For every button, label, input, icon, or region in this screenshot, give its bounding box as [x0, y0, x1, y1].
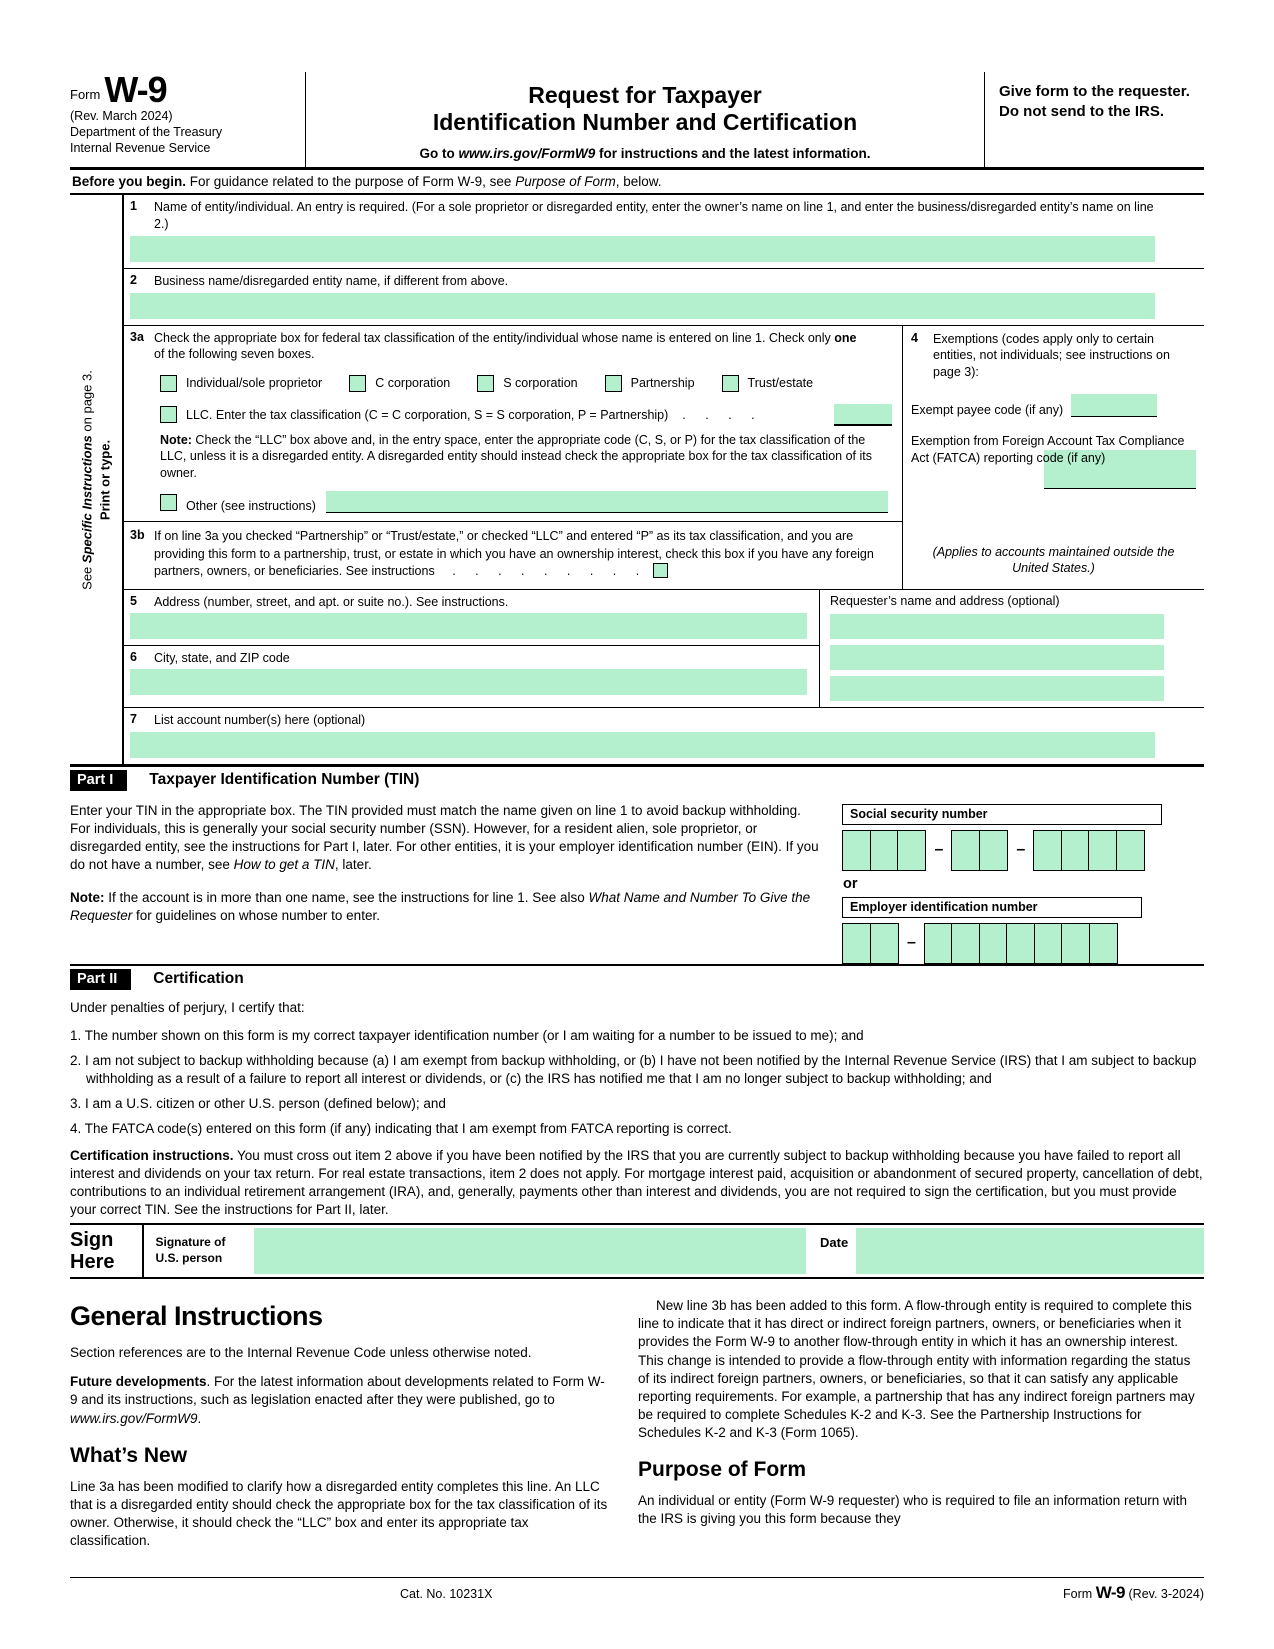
section-references: Section references are to the Internal Revenue Code unless otherwise noted. [70, 1345, 532, 1361]
signature-input[interactable] [254, 1228, 807, 1274]
box-4-exemptions [902, 326, 1204, 589]
line-6-label: City, state, and ZIP code [154, 650, 290, 665]
line-2-number: 2 [130, 272, 137, 287]
before-text: For guidance related to the purpose of Form W-9, see [186, 174, 516, 190]
form-main [122, 195, 1204, 764]
date-input[interactable] [856, 1228, 1204, 1274]
part-2-bar [70, 964, 1204, 993]
form-title-block [305, 72, 985, 167]
form-title [324, 82, 966, 136]
ssn-digit-5[interactable] [979, 830, 1008, 871]
exempt-payee-row [911, 394, 1196, 417]
general-instructions-title: General Instructions [70, 1301, 323, 1332]
requester-box [820, 590, 1204, 707]
ein-digit-2[interactable] [870, 923, 899, 964]
ein-digit-8[interactable] [1061, 923, 1090, 964]
ein-digit-5[interactable] [979, 923, 1008, 964]
department-name: Department of the Treasury [70, 125, 223, 140]
whats-new-title: What’s New [70, 1443, 188, 1467]
future-developments: Future developments. For the latest information about developments related to Form W-9 and its instructions, such as legislation enacted after they were published, go to www.irs.gov/FormW9. [70, 1374, 605, 1426]
checkbox-individual-sole-proprietor[interactable] [160, 375, 177, 392]
goto-prefix: Go to [419, 146, 459, 162]
row-3 [124, 326, 1204, 590]
sidebar-see-instructions: See Specific Instructions on page 3. [79, 369, 95, 590]
ssn-digit-1[interactable] [842, 830, 871, 871]
certification-item-2: 2. I am not subject to backup withholding because (a) I am exempt from backup withholding, or (b) I have not been notified by the Internal Revenue Service (IRS) that I am subject to backup withholding as a result of a failure to report all interest or dividends, or (c) the IRS has notified me that I am no longer subject to backup withholding; and [70, 1052, 1197, 1086]
ssn-digit-boxes [842, 830, 1204, 871]
give-form-notice: Give form to the requester. Do not send to the IRS. [999, 83, 1190, 120]
page-footer [70, 1577, 1204, 1611]
print-or-type-sidebar [70, 195, 122, 764]
line-7 [124, 708, 1204, 758]
line-3b [124, 522, 902, 589]
certification-item-4: 4. The FATCA code(s) entered on this form (if any) indicating that I am exempt from FATCA reporting is correct. [70, 1120, 732, 1136]
checkbox-s-corporation[interactable] [477, 375, 494, 392]
ein-box [842, 897, 1204, 964]
footer-form-id: Form W-9 (Rev. 3-2024) [1063, 1582, 1204, 1602]
line-3a-number: 3a [130, 330, 144, 344]
form-word: Form [70, 87, 101, 103]
tin-paragraph: Enter your TIN in the appropriate box. The TIN provided must match the name given on line 1 to avoid backup withholding. For individuals, this is generally your social security number (SSN). However, for a resident alien, sole proprietor, or disregarded entity, see the instructions for Part I, later. For other entities, it is your employer identification number (EIN). If you do not have a number, see How to get a TIN, later. [70, 802, 819, 872]
ein-digit-9[interactable] [1089, 923, 1118, 964]
ein-digit-7[interactable] [1034, 923, 1063, 964]
label-s-corp: S corporation [503, 376, 578, 390]
ssn-digit-8[interactable] [1088, 830, 1117, 871]
line-7-label: List account number(s) here (optional) [154, 712, 366, 727]
ssn-digit-9[interactable] [1116, 830, 1145, 871]
ssn-digit-3[interactable] [897, 830, 926, 871]
catalog-number: Cat. No. 10231X [400, 1586, 493, 1601]
general-instructions [70, 1287, 1204, 1561]
line-1-label: Name of entity/individual. An entry is required. (For a sole proprietor or disregarded entity, enter the owner’s name on line 1, and enter the business/disregarded entity’s name on line 2.) [154, 200, 1154, 231]
label-c-corp: C corporation [375, 376, 451, 390]
row-5-6 [124, 590, 1204, 708]
form-body [70, 195, 1204, 764]
tin-boxes-column [842, 802, 1204, 964]
sidebar-vertical-text [78, 370, 113, 590]
purpose-of-form-title: Purpose of Form [638, 1457, 807, 1481]
ein-dash: – [907, 934, 916, 952]
llc-dot-leaders: . . . . [682, 407, 755, 422]
ssn-digit-6[interactable] [1033, 830, 1062, 871]
line-5-number: 5 [130, 593, 137, 608]
checkbox-other[interactable] [160, 494, 177, 511]
certification-intro: Under penalties of perjury, I certify that: [70, 999, 305, 1015]
ssn-dash-1: – [934, 841, 944, 859]
line-7-number: 7 [130, 711, 137, 726]
exempt-payee-label: Exempt payee code (if any) [911, 402, 1064, 417]
ein-digit-1[interactable] [842, 923, 871, 964]
tin-note: Note: If the account is in more than one name, see the instructions for line 1. See also What Name and Number To Give the Requester for guidelines on whose number to enter. [70, 889, 811, 923]
business-name-input[interactable] [130, 293, 1155, 319]
ein-digit-4[interactable] [951, 923, 980, 964]
line-3b-paragraph: New line 3b has been added to this form. A flow-through entity is required to complete this line to indicate that it has direct or indirect foreign partners, owners, or beneficiaries when it provides the Form W-9 to another flow-through entity in which it has an ownership interest. This change is intended to provide a flow-through entity with information regarding the status of its indirect foreign partners, owners, or beneficiaries, so that it can satisfy any applicable reporting requirements. For example, a partnership that has any indirect foreign partners may be required to complete Schedules K-2 and K-3. See the Partnership Instructions for Schedules K-2 and K-3 (Form 1065). [638, 1298, 1195, 1440]
form-number: W-9 [104, 69, 167, 110]
part-1-title: Taxpayer Identification Number (TIN) [149, 771, 420, 789]
ssn-digit-7[interactable] [1061, 830, 1090, 871]
instructions-left-column [70, 1287, 610, 1561]
whats-new-paragraph: Line 3a has been modified to clarify how a disregarded entity completes this line. An LLC that is a disregarded entity should check the appropriate box for the tax classification of its owner. Otherwise, it should check the “LLC” box and enter its appropriate tax classification. [70, 1478, 608, 1548]
part-2-content [70, 993, 1204, 1220]
part-2-title: Certification [153, 970, 244, 988]
checkbox-c-corporation[interactable] [349, 375, 366, 392]
part-2-label: Part II [70, 969, 131, 990]
ein-label: Employer identification number [842, 897, 1142, 918]
form-title-line1: Request for Taxpayer [528, 82, 762, 108]
fatca-label: Exemption from Foreign Account Tax Compliance Act (FATCA) reporting code (if any) [911, 433, 1185, 465]
part-1-bar [70, 764, 1204, 794]
checkbox-llc[interactable] [160, 406, 177, 423]
part-1-text [70, 802, 842, 964]
other-label: Other (see instructions) [186, 499, 316, 513]
requester-input-3[interactable] [830, 676, 1164, 701]
cb-item-individual [160, 375, 322, 392]
address-column [124, 590, 820, 707]
applies-note: (Applies to accounts maintained outside the United States.) [932, 545, 1175, 576]
goto-instructions [324, 146, 966, 161]
account-numbers-input[interactable] [130, 732, 1155, 758]
ssn-dash-2: – [1016, 841, 1026, 859]
line-2 [124, 269, 1204, 326]
line-5 [124, 590, 819, 646]
agency-name: Internal Revenue Service [70, 141, 211, 156]
cb-item-partnership [605, 375, 695, 392]
certification-instructions: Certification instructions. You must cross out item 2 above if you have been notified by the IRS that you are currently subject to backup withholding because you have failed to report all interest and dividends on your tax return. For real estate transactions, item 2 does not apply. For mortgage interest paid, acquisition or abandonment of secured property, cancellation of debt, contributions to an individual retirement arrangement (IRA), and, generally, payments other than interest and dividends, you are not required to sign the certification, but you must provide your correct TIN. See the instructions for Part II, later. [70, 1148, 1203, 1218]
classification-checkboxes [160, 375, 902, 392]
sign-here-section [70, 1223, 1204, 1279]
line-6-number: 6 [130, 649, 137, 664]
certification-item-1: 1. The number shown on this form is my correct taxpayer identification number (or I am waiting for a number to be issued to me); and [70, 1027, 864, 1043]
row-3-left [124, 326, 902, 589]
ein-digit-boxes [842, 923, 1204, 964]
fatca-block [911, 433, 1196, 467]
form-header [70, 69, 1204, 170]
cb-item-s-corp [477, 375, 577, 392]
part-1-label: Part I [70, 770, 127, 791]
before-italic: Purpose of Form [515, 174, 616, 190]
line-1 [124, 195, 1204, 269]
goto-suffix: for instructions and the latest information. [595, 146, 871, 162]
sign-here-label: Sign Here [70, 1229, 115, 1274]
cb-item-c-corp [349, 375, 450, 392]
line-6 [124, 646, 819, 695]
sidebar-print-or-type: Print or type. [97, 439, 112, 520]
before-bold: Before you begin. [72, 174, 187, 190]
certification-item-3: 3. I am a U.S. citizen or other U.S. person (defined below); and [70, 1095, 446, 1111]
checkbox-foreign-partners[interactable] [653, 563, 668, 578]
line-1-number: 1 [130, 199, 137, 214]
requester-input-1[interactable] [830, 614, 1164, 639]
box-4-label: Exemptions (codes apply only to certain entities, not individuals; see instructions on page 3): [933, 332, 1170, 379]
line-3a [124, 326, 902, 522]
purpose-paragraph: An individual or entity (Form W-9 requester) who is required to file an information return with the IRS is giving you this form because they [638, 1492, 1187, 1526]
label-partnership: Partnership [630, 376, 695, 390]
or-label: or [843, 875, 858, 892]
before-you-begin [70, 170, 1204, 195]
date-label: Date [820, 1235, 849, 1251]
ssn-box [842, 804, 1204, 871]
llc-label: LLC. Enter the tax classification (C = C corporation, S = S corporation, P = Partnership) [186, 407, 669, 422]
line-5-label: Address (number, street, and apt. or suite no.). See instructions. [154, 594, 509, 609]
label-trust-estate: Trust/estate [747, 376, 814, 390]
revision-date: (Rev. March 2024) [70, 109, 173, 124]
name-input[interactable] [130, 236, 1155, 262]
ein-digit-3[interactable] [924, 923, 953, 964]
other-row [160, 491, 888, 513]
cb-item-trust-estate [722, 375, 814, 392]
ein-digit-6[interactable] [1006, 923, 1035, 964]
before-suffix: , below. [615, 174, 662, 190]
instructions-right-column [638, 1287, 1204, 1561]
llc-row [160, 404, 892, 426]
exempt-payee-code-input[interactable] [1071, 394, 1157, 417]
requester-label: Requester’s name and address (optional) [830, 593, 1060, 608]
form-id-block [70, 69, 305, 167]
line-3b-text: If on line 3a you checked “Partnership” or “Trust/estate,” or checked “LLC” and entered “P” as its tax classification, and you are providing this form to a partnership, trust, or estate in which you have an ownership interest, check this box if you have any foreign partners, owners, or beneficiaries. See instructions . . . . . . . . . [154, 529, 874, 578]
form-title-line2: Identification Number and Certification [432, 109, 858, 136]
irs-url: www.irs.gov/FormW9 [458, 146, 596, 162]
llc-note: Note: Check the “LLC” box above and, in the entry space, enter the appropriate code (C, S, or P) for the tax classification of the LLC, unless it is a disregarded entity. A disregarded entity should instead check the appropriate box for the tax classification of its owner. [160, 432, 872, 480]
ssn-label: Social security number [842, 804, 1162, 825]
signature-label: Signature of U.S. person [155, 1235, 226, 1265]
llc-classification-input[interactable] [834, 404, 892, 426]
ssn-digit-2[interactable] [870, 830, 899, 871]
part-1-content [70, 794, 1204, 964]
address-input[interactable] [130, 613, 807, 639]
requester-input-2[interactable] [830, 645, 1164, 670]
checkbox-trust-estate[interactable] [722, 375, 739, 392]
line-3a-label: Check the appropriate box for federal tax classification of the entity/individual whose name is entered on line 1. Check only one of the following seven boxes. [154, 331, 857, 362]
box-4-number: 4 [911, 331, 918, 345]
line-3b-dot-leaders: . . . . . . . . . [452, 564, 640, 578]
line-2-label: Business name/disregarded entity name, if different from above. [154, 273, 509, 288]
ssn-digit-4[interactable] [951, 830, 980, 871]
city-state-zip-input[interactable] [130, 669, 807, 695]
label-individual: Individual/sole proprietor [186, 376, 323, 390]
line-3b-number: 3b [130, 528, 145, 542]
checkbox-partnership[interactable] [605, 375, 622, 392]
other-input[interactable] [326, 491, 888, 513]
